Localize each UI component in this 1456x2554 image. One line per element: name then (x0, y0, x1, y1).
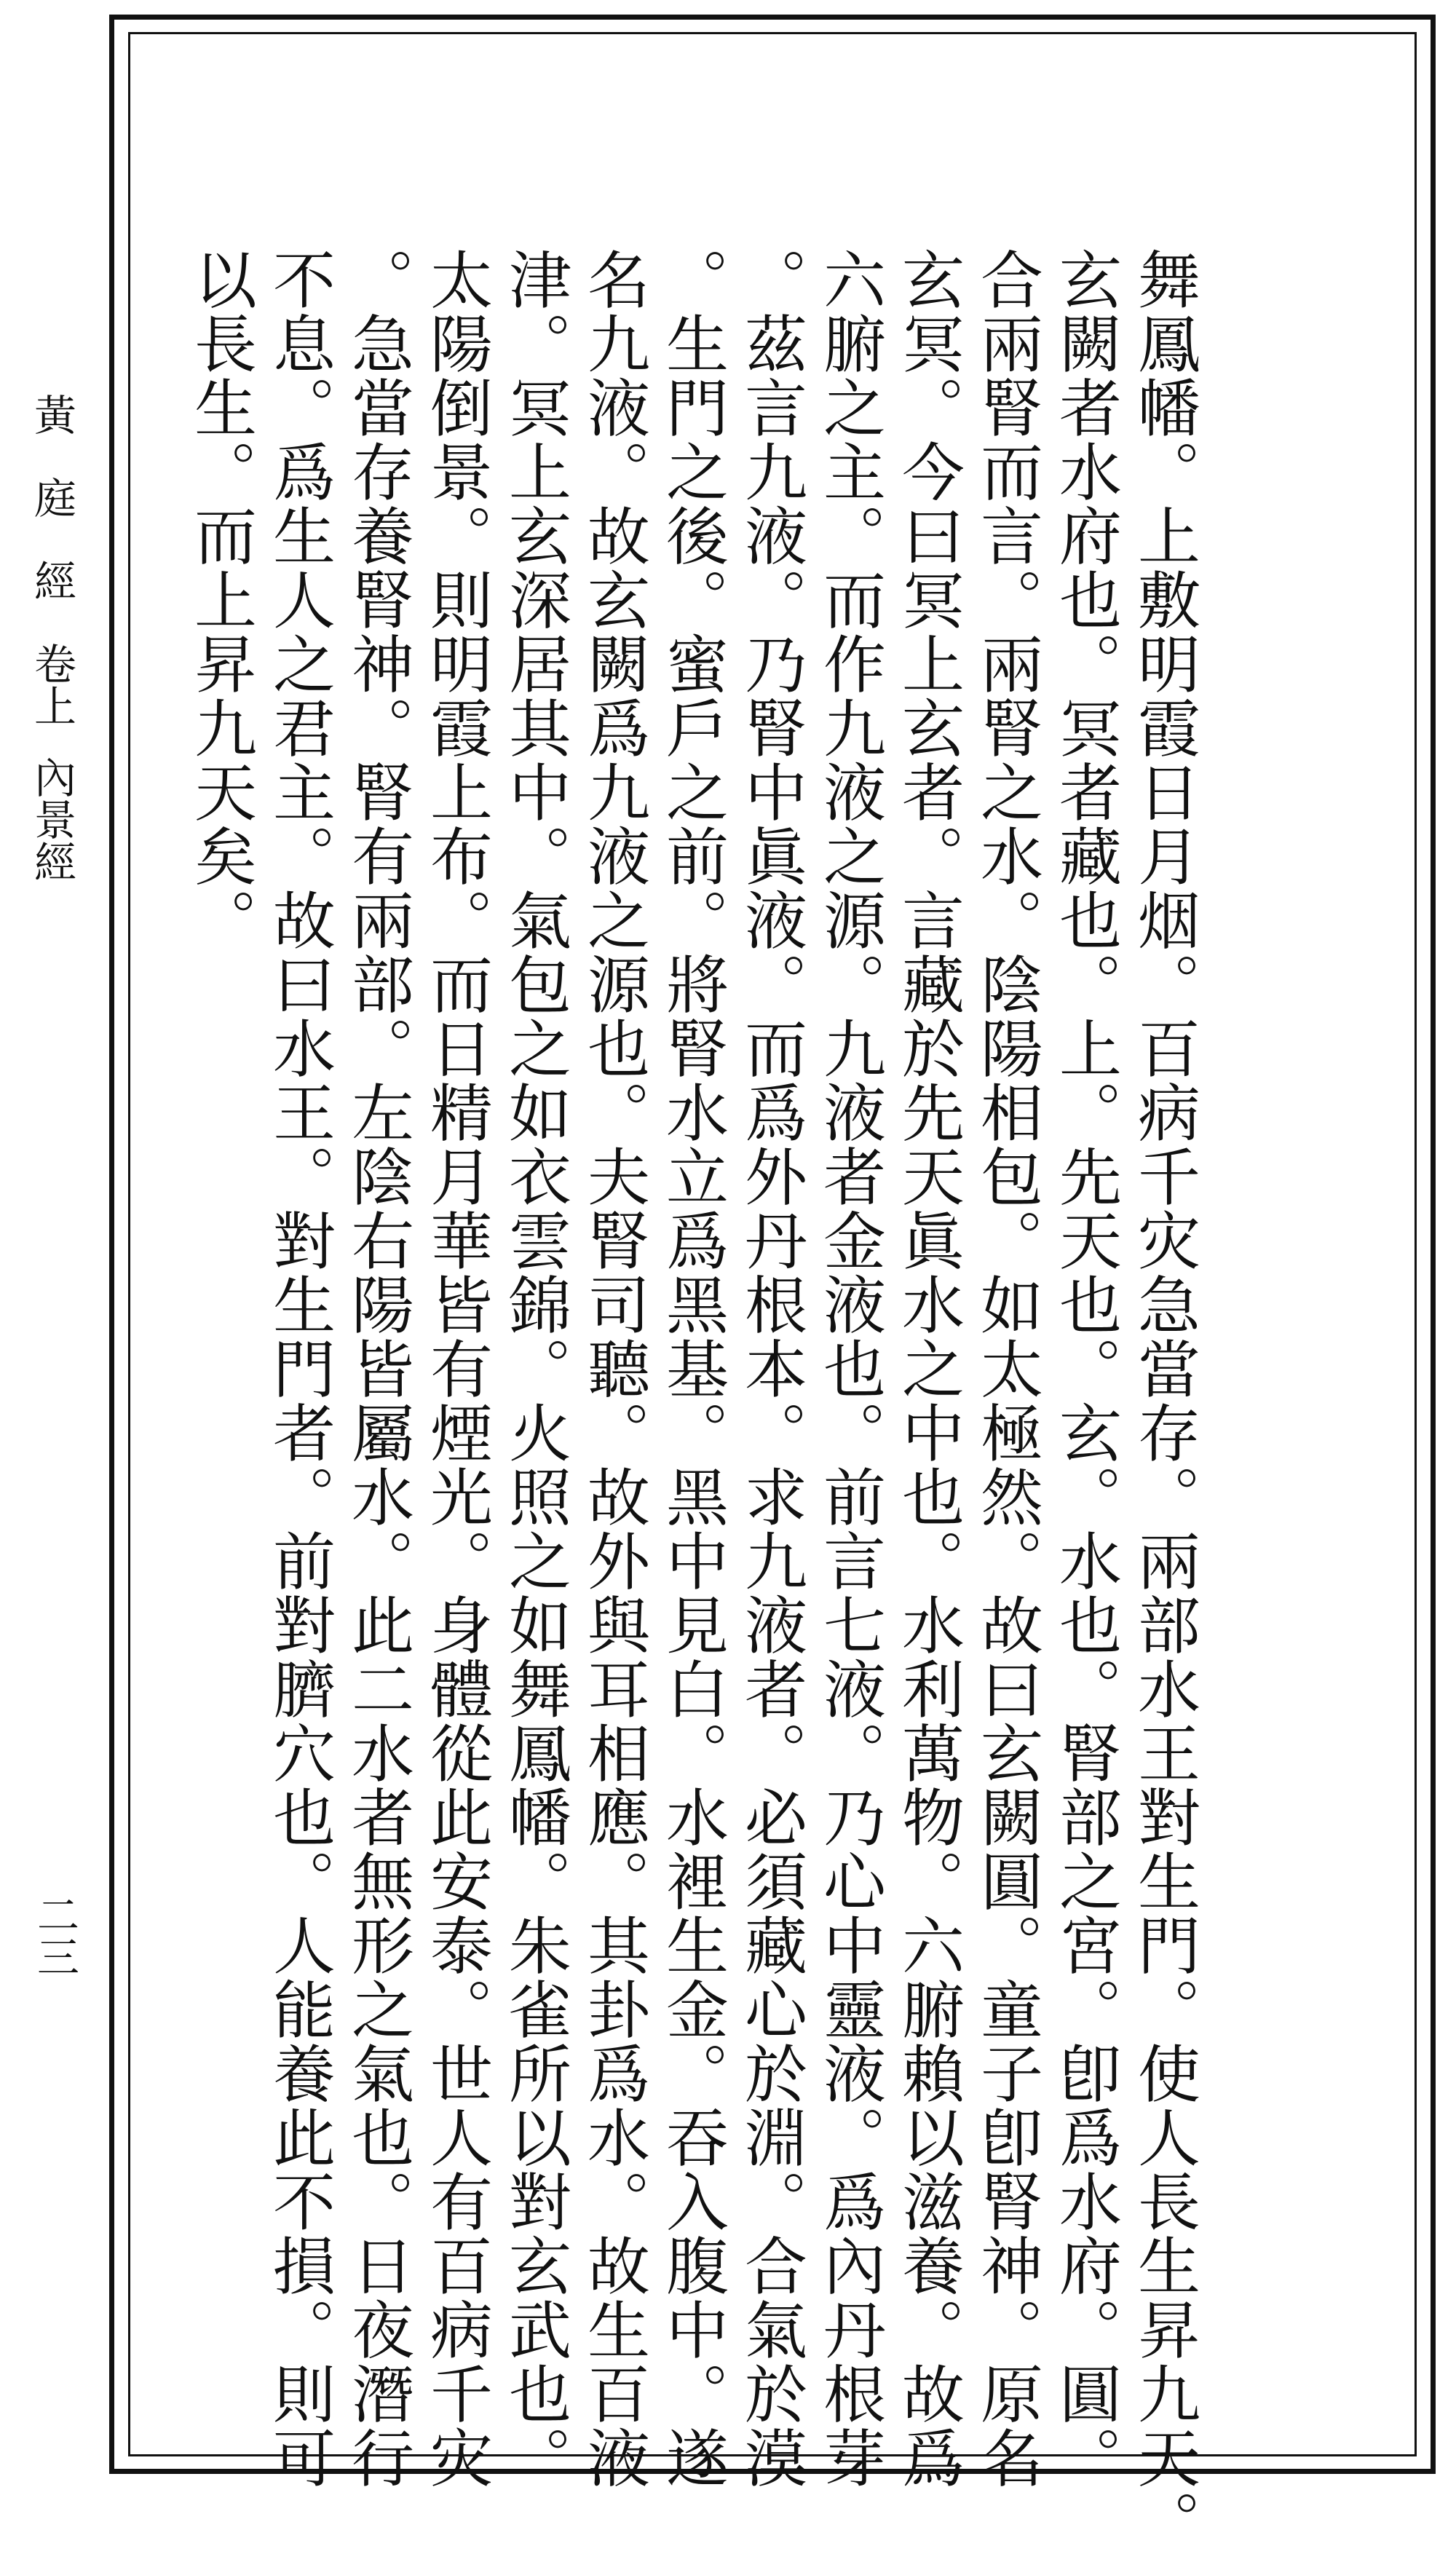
book-title-char: 黃 (27, 393, 76, 435)
text-column: 。急當存養腎神。腎有兩部。左陰右陽皆屬水。此二水者無形之氣也。日夜潛行 (341, 248, 414, 2490)
text-column: 舞鳳幡。上敷明霞日月烟。百病千灾急當存。兩部水王對生門。使人長生昇九天。 (1127, 248, 1200, 2554)
book-title-char: 經 (27, 559, 76, 601)
text-column: 。茲言九液。乃腎中眞液。而爲外丹根本。求九液者。必須藏心於淵。合氣於漠 (734, 248, 807, 2490)
text-column: 六腑之主。而作九液之源。九液者金液也。前言七液。乃心中靈液。爲內丹根芽 (812, 248, 885, 2490)
text-column: 以長生。而上昇九天矣。 (183, 248, 256, 952)
volume-label: 卷上 (27, 642, 76, 727)
text-column: 玄闕者水府也。冥者藏也。上。先天也。玄。水也。腎部之宮。卽爲水府。圓。 (1048, 248, 1121, 2490)
book-title-char: 庭 (27, 476, 76, 518)
text-column: 太陽倒景。則明霞上布。而日精月華皆有煙光。身體從此安泰。世人有百病千灾 (419, 248, 492, 2490)
text-column: 津。冥上玄深居其中。氣包之如衣雲錦。火照之如舞鳳幡。朱雀所以對玄武也。 (498, 248, 571, 2490)
text-column: 合兩腎而言。兩腎之水。陰陽相包。如太極然。故曰玄闕圓。童子卽腎神。原名 (970, 248, 1042, 2490)
section-label: 內景經 (27, 756, 76, 882)
page-number: 二三 (30, 1893, 79, 1977)
text-column: 。生門之後。蜜戶之前。將腎水立爲黑基。黑中見白。水裡生金。吞入腹中。遂 (655, 248, 728, 2490)
margin-title (26, 393, 77, 882)
text-column: 玄冥。今曰冥上玄者。言藏於先天眞水之中也。水利萬物。六腑賴以滋養。故爲 (891, 248, 964, 2490)
commentary-text (181, 248, 1203, 2554)
text-column: 名九液。故玄闕爲九液之源也。夫腎司聽。故外與耳相應。其卦爲水。故生百液 (577, 248, 649, 2490)
text-column: 不息。爲生人之君主。故曰水王。對生門者。前對臍穴也。人能養此不損。則可 (262, 248, 335, 2490)
